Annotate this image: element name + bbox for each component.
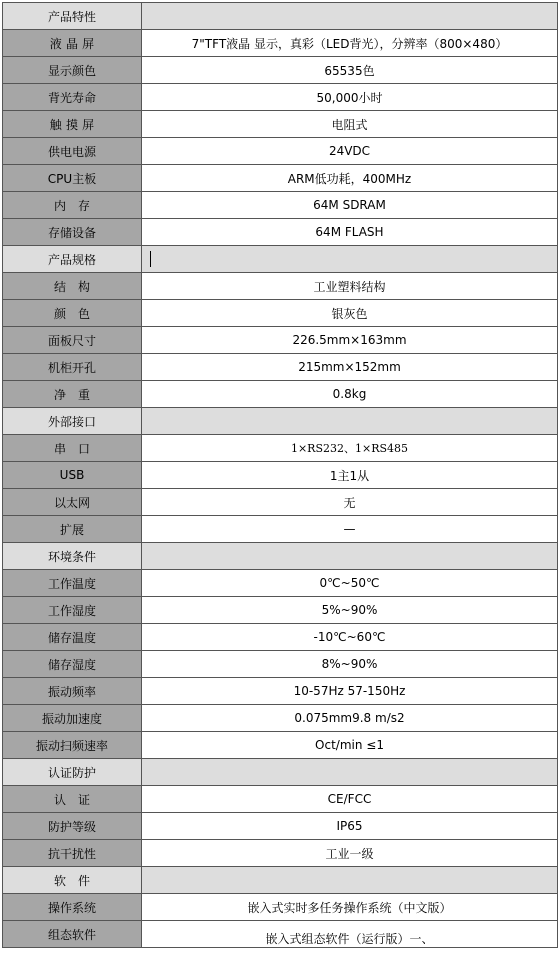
- spec-value: 64M SDRAM: [313, 198, 386, 212]
- spec-value: 无: [343, 495, 356, 510]
- spec-label-cell: [3, 705, 142, 732]
- spec-label-cell: [3, 435, 142, 462]
- spec-value-cell: [142, 813, 558, 840]
- spec-value: 50,000小时: [316, 90, 383, 105]
- spec-row: [3, 921, 558, 948]
- section-header-value: [142, 3, 558, 30]
- spec-value: 64M FLASH: [315, 225, 384, 239]
- spec-value: 226.5mm×163mm: [292, 333, 407, 347]
- section-header-label: 环境条件: [47, 549, 96, 564]
- spec-value: 215mm×152mm: [298, 360, 401, 374]
- spec-row: [3, 381, 558, 408]
- spec-label-cell: [3, 30, 142, 57]
- spec-value: 工业塑料结构: [313, 279, 386, 294]
- spec-label-cell: [3, 624, 142, 651]
- spec-value-cell: [142, 651, 558, 678]
- spec-label: 抗干扰性: [47, 846, 96, 861]
- spec-row: [3, 624, 558, 651]
- spec-label: 储存温度: [47, 630, 96, 645]
- spec-value-cell: [142, 435, 558, 462]
- spec-label-cell: [3, 327, 142, 354]
- spec-value-cell: [142, 30, 558, 57]
- spec-row: [3, 273, 558, 300]
- spec-label: 振动加速度: [41, 711, 102, 726]
- spec-value: 嵌入式实时多任务操作系统（中文版）: [247, 900, 452, 915]
- spec-row: [3, 219, 558, 246]
- section-header-value[interactable]: [142, 246, 558, 273]
- section-header-label: 软件: [53, 873, 102, 888]
- spec-value-cell: [142, 219, 558, 246]
- spec-label: 认证: [53, 792, 102, 807]
- spec-row: [3, 840, 558, 867]
- spec-label: 操作系统: [47, 900, 96, 915]
- spec-label: 液晶屏: [49, 36, 99, 51]
- spec-row: [3, 732, 558, 759]
- spec-row: [3, 435, 558, 462]
- spec-label-cell: [3, 786, 142, 813]
- section-header: [3, 759, 142, 786]
- spec-value: ARM低功耗，400MHz: [287, 171, 412, 186]
- section-header-value: [142, 867, 558, 894]
- spec-label-cell: [3, 273, 142, 300]
- spec-value-cell: [142, 489, 558, 516]
- section-header-row: [3, 867, 558, 894]
- spec-label: 颜色: [53, 306, 102, 321]
- spec-label: 触摸屏: [49, 117, 99, 132]
- spec-label: 存储设备: [47, 225, 96, 240]
- spec-label-cell: [3, 597, 142, 624]
- spec-label-cell: [3, 165, 142, 192]
- section-header-label: 外部接口: [47, 414, 96, 429]
- spec-value-cell: [142, 624, 558, 651]
- spec-row: [3, 570, 558, 597]
- spec-value: -10℃~60℃: [313, 630, 386, 644]
- spec-label: 串口: [53, 441, 102, 456]
- spec-label-cell: [3, 219, 142, 246]
- section-header-value: [142, 408, 558, 435]
- spec-label-cell: [3, 489, 142, 516]
- spec-row: [3, 678, 558, 705]
- spec-row: [3, 786, 558, 813]
- section-header-row: [3, 246, 558, 273]
- spec-label: 防护等级: [47, 819, 96, 834]
- spec-row: [3, 354, 558, 381]
- spec-value: 0.8kg: [332, 387, 367, 401]
- spec-value: 24VDC: [328, 144, 371, 158]
- spec-row: [3, 165, 558, 192]
- spec-value-cell: [142, 597, 558, 624]
- section-header-row: [3, 408, 558, 435]
- section-header-label: 产品规格: [47, 252, 96, 267]
- spec-label-cell: [3, 516, 142, 543]
- spec-value-cell: [142, 327, 558, 354]
- spec-value: 嵌入式组态软件（运行版）一、: [265, 931, 434, 946]
- spec-label: 以太网: [53, 495, 90, 510]
- spec-label-cell: [3, 300, 142, 327]
- spec-row: [3, 192, 558, 219]
- spec-label-cell: [3, 354, 142, 381]
- spec-value: 0℃~50℃: [319, 576, 380, 590]
- spec-label-cell: [3, 678, 142, 705]
- spec-value: 5%~90%: [321, 603, 378, 617]
- spec-row: [3, 327, 558, 354]
- spec-row: [3, 516, 558, 543]
- spec-value-cell: [142, 678, 558, 705]
- spec-label: 工作湿度: [47, 603, 96, 618]
- spec-value-cell: [142, 57, 558, 84]
- spec-value-cell: [142, 894, 558, 921]
- spec-label: 振动频率: [47, 684, 96, 699]
- spec-value-cell: [142, 354, 558, 381]
- section-header-row: [3, 759, 558, 786]
- spec-label: 背光寿命: [47, 90, 96, 105]
- spec-row: [3, 300, 558, 327]
- spec-label: 扩展: [59, 522, 84, 537]
- spec-label-cell: [3, 381, 142, 408]
- spec-value: 65535色: [324, 63, 375, 78]
- spec-value: 电阻式: [331, 117, 368, 132]
- spec-value-cell: [142, 732, 558, 759]
- spec-value-cell: [142, 381, 558, 408]
- spec-value: 1×RS232、1×RS485: [290, 442, 409, 455]
- spec-value-cell: [142, 570, 558, 597]
- spec-value-cell: [142, 921, 558, 948]
- spec-value-cell: [142, 273, 558, 300]
- spec-value-cell: [142, 111, 558, 138]
- spec-value-cell: [142, 462, 558, 489]
- section-header: [3, 543, 142, 570]
- spec-row: [3, 111, 558, 138]
- spec-value-cell: [142, 165, 558, 192]
- spec-label-cell: [3, 651, 142, 678]
- spec-value: Oct/min ≤1: [315, 738, 384, 752]
- spec-value-cell: [142, 705, 558, 732]
- spec-value-cell: [142, 786, 558, 813]
- spec-row: [3, 30, 558, 57]
- spec-label: 显示颜色: [47, 63, 96, 78]
- spec-value: CE/FCC: [327, 792, 372, 806]
- spec-row: [3, 597, 558, 624]
- spec-value: 工业一级: [325, 846, 374, 861]
- spec-row: [3, 57, 558, 84]
- spec-label-cell: [3, 840, 142, 867]
- spec-label: 供电电源: [47, 144, 96, 159]
- spec-value: 0.075mm9.8 m/s2: [294, 711, 405, 725]
- spec-label: 储存湿度: [47, 657, 96, 672]
- spec-label-cell: [3, 813, 142, 840]
- section-header-label: 认证防护: [47, 765, 96, 780]
- spec-value-cell: [142, 192, 558, 219]
- spec-label: USB: [59, 468, 85, 482]
- section-header-value: [142, 543, 558, 570]
- spec-label-cell: [3, 921, 142, 948]
- spec-label: 内存: [53, 198, 102, 213]
- spec-value: 银灰色: [331, 306, 368, 321]
- spec-value: 10-57Hz 57-150Hz: [293, 684, 406, 698]
- spec-row: [3, 138, 558, 165]
- spec-row: [3, 651, 558, 678]
- spec-value: 8%~90%: [321, 657, 378, 671]
- section-header-label: 产品特性: [47, 9, 96, 24]
- spec-label: 振动扫频速率: [35, 738, 108, 753]
- spec-label-cell: [3, 570, 142, 597]
- section-header: [3, 3, 142, 30]
- spec-row: [3, 462, 558, 489]
- spec-label: 机柜开孔: [47, 360, 96, 375]
- spec-value-cell: [142, 516, 558, 543]
- spec-value-cell: [142, 84, 558, 111]
- spec-label: 净重: [53, 387, 102, 402]
- spec-row: [3, 489, 558, 516]
- spec-label: CPU主板: [47, 171, 97, 186]
- section-header-value: [142, 759, 558, 786]
- spec-label: 面板尺寸: [47, 333, 96, 348]
- spec-row: [3, 705, 558, 732]
- spec-value: 7"TFT液晶 显示，真彩（LED背光），分辨率（800×480）: [191, 36, 508, 51]
- section-header: [3, 246, 142, 273]
- spec-label-cell: [3, 84, 142, 111]
- spec-label-cell: [3, 192, 142, 219]
- spec-row: [3, 894, 558, 921]
- spec-label: 工作温度: [47, 576, 96, 591]
- spec-value-cell: [142, 300, 558, 327]
- spec-label-cell: [3, 57, 142, 84]
- spec-label-cell: [3, 111, 142, 138]
- spec-row: [3, 813, 558, 840]
- spec-label-cell: [3, 732, 142, 759]
- section-header-row: [3, 3, 558, 30]
- section-header: [3, 408, 142, 435]
- spec-value: IP65: [336, 819, 363, 833]
- spec-table: [2, 2, 558, 948]
- spec-label: 组态软件: [47, 927, 96, 942]
- spec-label-cell: [3, 462, 142, 489]
- spec-value: —: [343, 522, 356, 536]
- spec-label-cell: [3, 138, 142, 165]
- spec-value-cell: [142, 138, 558, 165]
- spec-label: 结构: [53, 279, 102, 294]
- spec-row: [3, 84, 558, 111]
- spec-label-cell: [3, 894, 142, 921]
- spec-value-cell: [142, 840, 558, 867]
- section-header: [3, 867, 142, 894]
- spec-value: 1主1从: [329, 468, 370, 483]
- section-header-row: [3, 543, 558, 570]
